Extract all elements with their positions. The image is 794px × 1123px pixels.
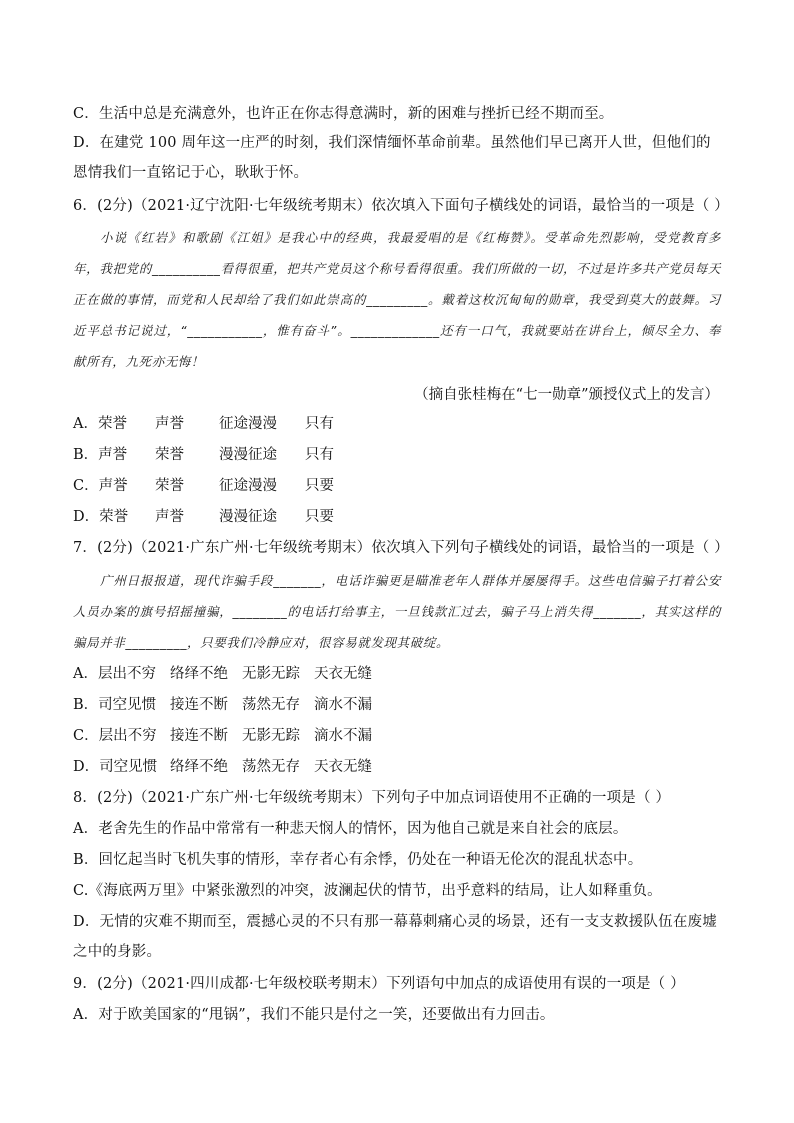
q5-option-c: C．生活中总是充满意外，也许正在你志得意满时，新的困难与挫折已经不期而至。 (73, 106, 614, 122)
q8-option-b: B．回忆起当时飞机失事的情形，幸存者心有余悸，仍处在一种语无伦次的混乱状态中。 (73, 852, 643, 868)
q6-stem: 6．(2分)（2021·辽宁沈阳·七年级统考期末）依次填入下面句子横线处的词语，最恰当的一项是（ ） (73, 198, 729, 214)
q8-option-d: D．无情的灾难不期而至，震撼心灵的不只有那一幕幕刺痛心灵的场景，还有一支支救援队伍在废墟之中的身影。 (73, 914, 717, 960)
q7-option-b: B．司空见惯 接连不断 荡然无存 滴水不漏 (73, 697, 372, 713)
q9-option-a: A．对于欧美国家的“甩锅”，我们不能只是付之一笑，还要做出有力回击。 (73, 1007, 555, 1023)
q7-passage: 广州日报报道，现代诈骗手段_______，电话诈骗更是瞄准老年人群体并屡屡得手。这些电信骗子打着公安人员办案的旗号招摇撞骗，________的电话打给事主，一旦钱款汇过去，骗子马上消失得_______，其实这样的骗局并非_________，只要我们冷静应对，很容易就发现其破绽。 (73, 573, 721, 650)
q6-source: （摘自张桂梅在“七一勋章”颁授仪式上的发言） (414, 387, 719, 403)
q6-option-b: B．声誉 荣誉 漫漫征途 只有 (73, 447, 334, 463)
q8-option-c: C.《海底两万里》中紧张激烈的冲突，波澜起伏的情节，出乎意料的结局，让人如释重负。 (73, 883, 662, 899)
q6-passage: 小说《红岩》和歌剧《江姐》是我心中的经典，我最爱唱的是《红梅赞》。受革命先烈影响，受党教育多年，我把党的__________看得很重，把共产党员这个称号看得很重。我们所做的一切，不过是许多共产党员每天正在做的事情，而党和人民却给了我们如此崇高的_________。戴着这枚沉甸甸的勋章，我受到莫大的鼓舞。习近平总书记说过，“___________，惟有奋斗”。_____________还有一口气，我就要站在讲台上，倾尽全力、奉献所有，九死亦无悔！ (73, 230, 721, 369)
q7-option-a: A．层出不穷 络绎不绝 无影无踪 天衣无缝 (73, 666, 372, 682)
q7-option-d: D．司空见惯 络绎不绝 荡然无存 天衣无缝 (73, 759, 372, 775)
q6-option-c: C．声誉 荣誉 征途漫漫 只要 (73, 478, 334, 494)
q8-option-a: A．老舍先生的作品中常常有一种悲天悯人的情怀，因为他自己就是来自社会的底层。 (73, 821, 628, 837)
q6-option-d: D．荣誉 声誉 漫漫征途 只要 (73, 509, 334, 525)
q9-stem: 9．(2分)（2021·四川成都·七年级校联考期末）下列语句中加点的成语使用有误的一项是（ ） (73, 976, 685, 992)
q8-stem: 8．(2分)（2021·广东广州·七年级统考期末）下列句子中加点词语使用不正确的一项是（ ） (73, 790, 671, 806)
q6-option-a: A．荣誉 声誉 征途漫漫 只有 (73, 416, 334, 432)
q5-option-d: D．在建党 100 周年这一庄严的时刻，我们深情缅怀革命前辈。虽然他们早已离开人世，但他们的恩情我们一直铭记于心，耿耿于怀。 (73, 135, 711, 181)
q7-stem: 7．(2分)（2021·广东广州·七年级统考期末）依次填入下列句子横线处的词语，最恰当的一项是（ ） (73, 540, 729, 556)
q7-option-c: C．层出不穷 接连不断 无影无踪 滴水不漏 (73, 728, 372, 744)
